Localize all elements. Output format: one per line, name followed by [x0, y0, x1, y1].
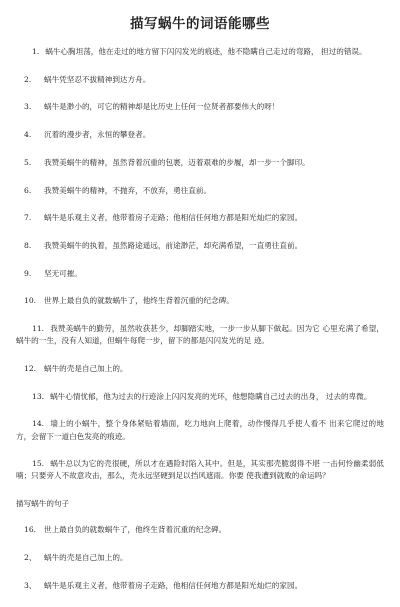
item-text: 蜗牛是乐观主义者，他带着房子走路，他相信任何地方都是阳光灿烂的家园。: [44, 580, 303, 590]
item-text: 蜗牛的壳是自己加上的。: [44, 552, 128, 562]
list-item: [16, 268, 384, 280]
item-text: 我赞美蜗牛的执着，虽然路途遥远，前途渺茫，却充满希望，一直勇往直前。: [44, 240, 303, 250]
list-item: [16, 418, 384, 442]
list-item: [16, 46, 384, 58]
item-number: 1.: [32, 47, 40, 56]
item-number: 3.: [24, 102, 32, 112]
item-text: 蜗牛凭坚忍不拔精神到达方舟。: [44, 74, 151, 84]
item-number: 16.: [24, 525, 37, 535]
list-item: [16, 212, 384, 224]
list-item: [16, 580, 384, 592]
item-text: 沉着的漫步者，永恒的攀登者。: [44, 130, 151, 140]
item-text: 坚无可摧。: [44, 268, 82, 278]
item-number: 3、: [24, 580, 37, 590]
list-item: [16, 552, 384, 564]
item-text: 墙上的小蜗牛，整个身体紧贴着墙面，吃力地向上爬着，动作慢得几乎使人看不 出来它爬过的地方，会留下一道白色发亮的痕迹。: [16, 419, 384, 441]
list-item: [16, 240, 384, 252]
item-text: 蜗牛总以为它的壳很硬，所以才在遇险时陷入其中。但是，其实那壳脆弱得不堪 一击何怜幽柔弱低喃；只要旁人不故意攻击，那么，壳永远坚硬到足以挡风遮雨。你要 使我遭到就败的命运吗？: [16, 459, 384, 481]
item-text: 世上最自负的就数蜗牛了，他终生背着沉重的纪念碑。: [44, 525, 227, 535]
list-item: [16, 157, 384, 169]
item-text: 我赞美蜗牛的精神，不抛弃，不放弃，勇往直前。: [44, 185, 212, 195]
item-number: 5.: [24, 157, 32, 167]
list-item: [16, 363, 384, 375]
item-number: 2.: [24, 74, 32, 84]
item-number: 9.: [24, 268, 32, 278]
item-text: 蜗牛是乐观主义者，他带着房子走路；他相信任何地方都是阳光灿烂的家园。: [44, 213, 303, 223]
item-text: 蜗牛心情忧郁，他为过去的行迹涂上闪闪发亮的光环，他想隐瞒自己过去的出身， 过去的卑微。: [50, 391, 372, 401]
item-number: 11.: [32, 324, 45, 334]
document-title: 描写蜗牛的词语能哪些: [130, 16, 270, 32]
item-text: 世界上最自负的就数蜗牛了，他终生背着沉重的纪念碑。: [44, 296, 234, 306]
item-number: 4.: [24, 130, 32, 140]
item-number: 7.: [24, 213, 32, 223]
section-heading: 描写蜗牛的句子: [16, 499, 70, 509]
item-number: 8.: [24, 240, 32, 250]
list-item: [16, 458, 384, 482]
item-text: 我赞美蜗牛的精神，虽然背着沉重的包裹，迈着艰难的步履，却一步一个脚印。: [44, 157, 310, 167]
item-text: 蜗牛心胸坦荡，他在走过的地方留下闪闪发光的痕迹，他不隐瞒自己走过的弯路， 担过的错误。: [45, 47, 367, 56]
list-item: [16, 129, 384, 141]
item-number: 10.: [24, 296, 37, 306]
list-item: [16, 185, 384, 197]
list-item: [16, 323, 384, 347]
list-item: [16, 101, 384, 113]
list-item: [16, 391, 384, 403]
item-number: 15.: [32, 459, 45, 469]
item-number: 14.: [32, 419, 45, 429]
item-text: 我赞美蜗牛的勤劳，虽然收获甚少，却脚踏实地，一步一步从脚下做起。因为它 心里充满了希望，蜗牛的一生，没有人知道，但蜗牛每爬一步，留下的都是闪闪发光的足 迹。: [16, 324, 384, 346]
item-number: 2、: [24, 552, 37, 562]
item-text: 蜗牛是渺小的，可它的精神却是比历史上任何一位贤者都要伟大的呀！: [44, 102, 280, 112]
item-number: 6.: [24, 185, 32, 195]
list-item: [16, 74, 384, 86]
item-number: 13.: [32, 391, 45, 401]
list-item: [16, 524, 384, 536]
item-number: 12.: [24, 363, 37, 373]
list-item: [16, 295, 384, 307]
item-text: 蜗牛的壳是自己加上的。: [44, 363, 128, 373]
